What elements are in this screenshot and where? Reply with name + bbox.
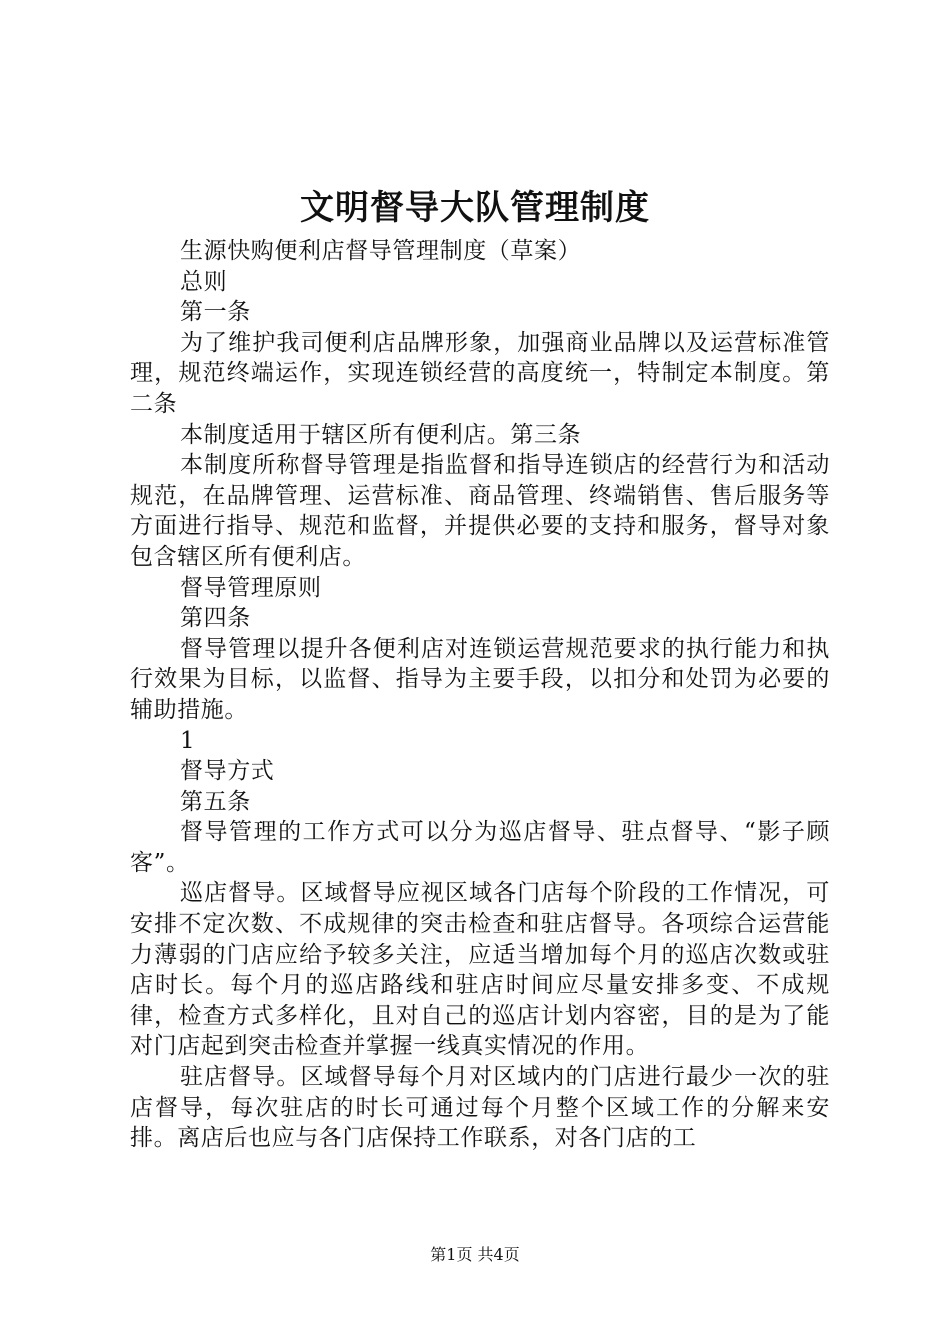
paragraph-section-general: 总则 [180, 268, 228, 295]
paragraph-section-methods: 督导方式 [180, 758, 275, 785]
paragraph-article-3-text: 本制度所称督导管理是指监督和指导连锁店的经营行为和活动规范，在品牌管理、运营标准、商品管理、终端销售、售后服务等方面进行指导、规范和监督，并提供必要的支持和服务，督导对象包含辖区所有便利店。 [130, 452, 830, 570]
page-footer: 第1页 共4页 [430, 1245, 520, 1264]
paragraph-number-marker: 1 [180, 727, 196, 754]
paragraph-patrol-supervision: 巡店督导。区域督导应视区域各门店每个阶段的工作情况，可安排不定次数、不成规律的突击检查和驻店督导。各项综合运营能力薄弱的门店应给予较多关注，应适当增加每个月的巡店次数或驻店时长。每个月的巡店路线和驻店时间应尽量安排多变、不成规律，检查方式多样化，且对自己的巡店计划内容密，目的是为了能对门店起到突击检查并掌握一线真实情况的作用。 [130, 880, 830, 1060]
paragraph-article-4-heading: 第四条 [180, 605, 251, 632]
paragraph-article-4-text: 督导管理以提升各便利店对连锁运营规范要求的执行能力和执行效果为目标，以监督、指导为主要手段，以扣分和处罚为必要的辅助措施。 [130, 635, 830, 723]
paragraph-onsite-supervision: 驻店督导。区域督导每个月对区域内的门店进行最少一次的驻店督导，每次驻店的时长可通过每个月整个区域工作的分解来安排。离店后也应与各门店保持工作联系，对各门店的工 [130, 1064, 830, 1152]
paragraph-article-1-heading: 第一条 [180, 299, 251, 326]
paragraph-article-1-text: 为了维护我司便利店品牌形象，加强商业品牌以及运营标准管理，规范终端运作，实现连锁经营的高度统一，特制定本制度。第二条 [130, 329, 830, 417]
paragraph-article-5-heading: 第五条 [180, 788, 251, 815]
document-body [130, 236, 830, 1154]
paragraph-section-principles: 督导管理原则 [180, 574, 322, 601]
paragraph-article-5-text: 督导管理的工作方式可以分为巡店督导、驻点督导、“影子顾客”。 [130, 819, 830, 876]
paragraph-subtitle: 生源快购便利店督导管理制度（草案） [180, 238, 582, 264]
paragraph-article-2-text: 本制度适用于辖区所有便利店。第三条 [180, 421, 582, 448]
document-title: 文明督导大队管理制度 [300, 188, 650, 228]
